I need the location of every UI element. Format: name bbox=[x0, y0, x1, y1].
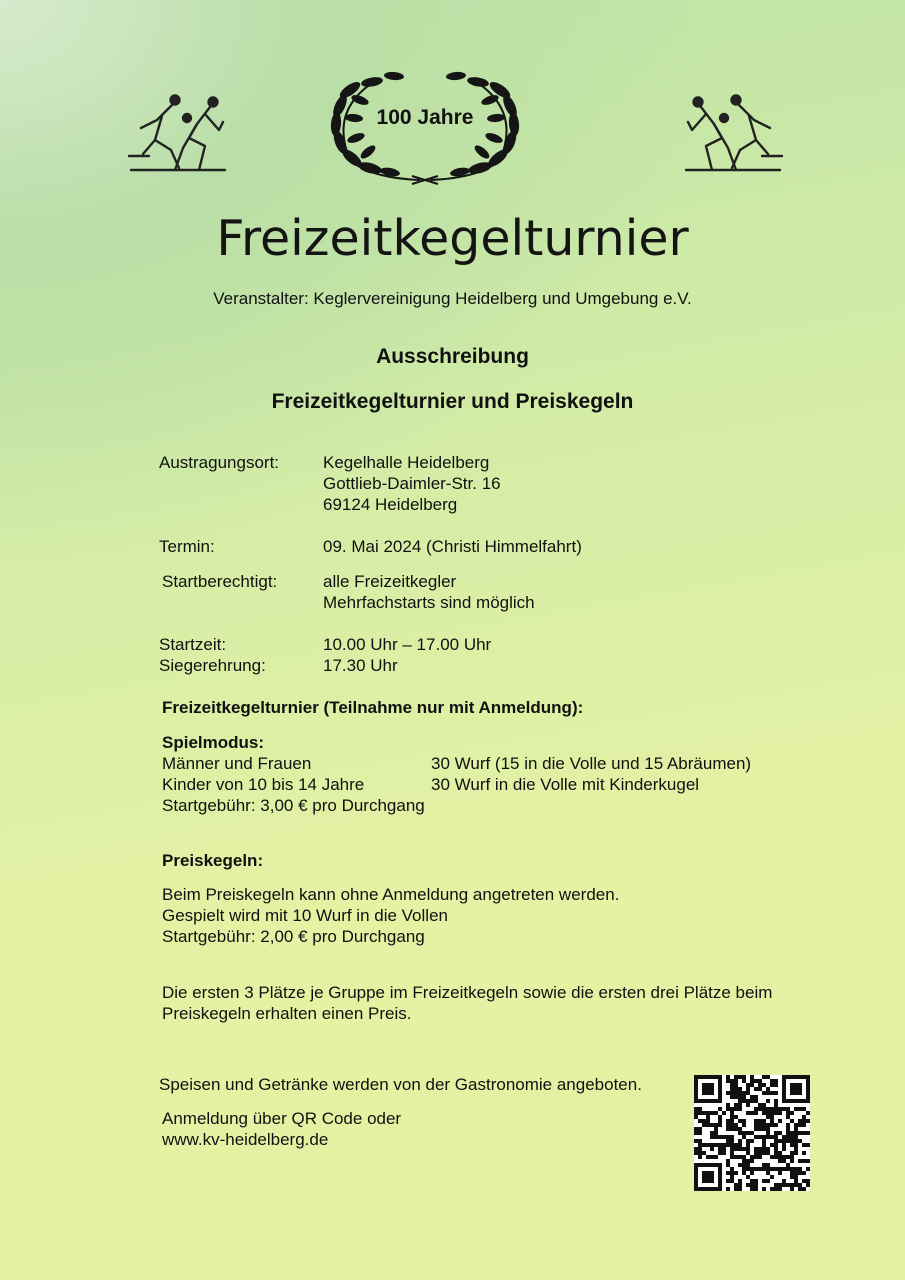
venue-line: Kegelhalle Heidelberg bbox=[323, 453, 490, 472]
laurel-wreath-icon bbox=[320, 68, 530, 186]
registration-line: Anmeldung über QR Code oder bbox=[162, 1109, 402, 1128]
announcement-heading: Ausschreibung bbox=[376, 345, 529, 368]
qr-code-icon[interactable] bbox=[694, 1075, 810, 1191]
prize-bowling-line: Beim Preiskegeln kann ohne Anmeldung angetreten werden. bbox=[162, 885, 620, 904]
awards-line: Die ersten 3 Plätze je Gruppe im Freizeitkegeln sowie die ersten drei Plätze beim bbox=[162, 983, 773, 1002]
awards-line: Preiskegeln erhalten einen Preis. bbox=[162, 1004, 412, 1023]
eligible-line: Mehrfachstarts sind möglich bbox=[323, 593, 535, 612]
registration-url[interactable]: www.kv-heidelberg.de bbox=[162, 1130, 329, 1149]
main-title: Freizeitkegelturnier bbox=[216, 210, 689, 267]
game-mode-heading: Spielmodus: bbox=[162, 733, 265, 752]
prize-bowling-line: Gespielt wird mit 10 Wurf in die Vollen bbox=[162, 906, 448, 925]
event-subheading: Freizeitkegelturnier und Preiskegeln bbox=[271, 390, 634, 413]
bowlers-icon bbox=[127, 92, 227, 174]
prize-bowling-heading: Preiskegeln: bbox=[162, 851, 264, 870]
mode-group: Männer und Frauen bbox=[162, 754, 312, 773]
mode-group: Kinder von 10 bis 14 Jahre bbox=[162, 775, 365, 794]
start-time-label: Startzeit: bbox=[159, 635, 227, 654]
date-value: 09. Mai 2024 (Christi Himmelfahrt) bbox=[323, 537, 582, 556]
tournament-fee: Startgebühr: 3,00 € pro Durchgang bbox=[162, 796, 425, 815]
organizer-text: Veranstalter: Keglervereinigung Heidelberg und Umgebung e.V. bbox=[213, 289, 692, 308]
mode-rule: 30 Wurf in die Volle mit Kinderkugel bbox=[431, 775, 700, 794]
award-ceremony-value: 17.30 Uhr bbox=[323, 656, 398, 675]
anniversary-badge-text: 100 Jahre bbox=[376, 106, 474, 129]
bowlers-icon bbox=[684, 92, 784, 174]
tournament-heading: Freizeitkegelturnier (Teilnahme nur mit Anmeldung): bbox=[162, 698, 584, 717]
mode-rule: 30 Wurf (15 in die Volle und 15 Abräumen) bbox=[431, 754, 752, 773]
eligible-label: Startberechtigt: bbox=[162, 572, 278, 591]
award-ceremony-label: Siegerehrung: bbox=[159, 656, 266, 675]
venue-line: 69124 Heidelberg bbox=[323, 495, 458, 514]
date-label: Termin: bbox=[159, 537, 215, 556]
prize-bowling-line: Startgebühr: 2,00 € pro Durchgang bbox=[162, 927, 425, 946]
start-time-value: 10.00 Uhr – 17.00 Uhr bbox=[323, 635, 492, 654]
venue-line: Gottlieb-Daimler-Str. 16 bbox=[323, 474, 501, 493]
venue-label: Austragungsort: bbox=[159, 453, 280, 472]
eligible-line: alle Freizeitkegler bbox=[323, 572, 457, 591]
catering-text: Speisen und Getränke werden von der Gastronomie angeboten. bbox=[159, 1075, 642, 1094]
